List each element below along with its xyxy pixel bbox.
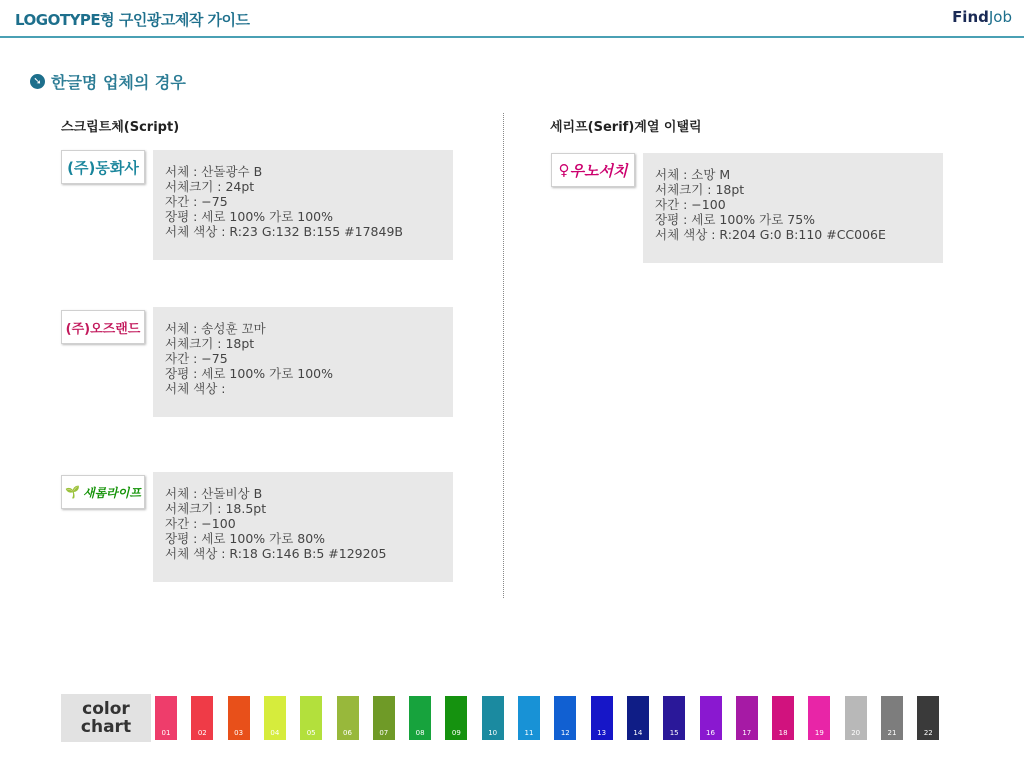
spec-line: 장평 : 세로 100% 가로 100% (165, 209, 334, 224)
logo-donghwasa-text: (주)동화사 (67, 158, 139, 177)
swatch-number: 04 (270, 729, 280, 737)
color-swatch-10 (482, 696, 504, 740)
header-title: LOGOTYPE형 구인광고제작 가이드 (15, 11, 250, 29)
logo-ozland (61, 310, 145, 344)
logo-ozland-text: (주)오즈랜드 (65, 321, 141, 337)
spec-line: 서체 색상 : (165, 381, 226, 396)
section-title-text: 한글명 업체의 경우 (51, 73, 186, 92)
spec-line: 서체 : 산돌광수 B (165, 164, 263, 179)
color-swatch-13 (591, 696, 613, 740)
serif-subtitle: 세리프(Serif)계열 이탤릭 (550, 120, 702, 135)
color-swatch-11 (518, 696, 540, 740)
spec-line: 서체크기 : 24pt (165, 179, 255, 194)
color-swatch-19 (808, 696, 830, 740)
color-swatch-16 (700, 696, 722, 740)
color-swatch-01 (155, 696, 177, 740)
arrow-circle-icon: ➘ (30, 74, 45, 89)
swatch-number: 10 (488, 729, 498, 737)
color-swatch-12 (554, 696, 576, 740)
section-title (30, 70, 186, 93)
font-spec-ozland (153, 307, 453, 417)
font-spec-donghwasa (153, 150, 453, 260)
brand-logo-find: Find (952, 8, 989, 26)
logo-unosearch (551, 153, 635, 187)
swatch-number: 22 (923, 729, 933, 737)
color-swatch-02 (191, 696, 213, 740)
color-swatch-07 (373, 696, 395, 740)
spec-line: 자간 : −75 (165, 194, 228, 209)
color-swatch-05 (300, 696, 322, 740)
spec-line: 서체크기 : 18pt (655, 182, 745, 197)
color-swatch-04 (264, 696, 286, 740)
swatch-number: 20 (851, 729, 861, 737)
swatch-number: 14 (633, 729, 643, 737)
color-chart-label-line1: color (82, 699, 130, 719)
logo-saeromlife (61, 475, 145, 509)
swatch-number: 21 (887, 729, 897, 737)
swatch-number: 12 (560, 729, 570, 737)
swatch-number: 15 (669, 729, 679, 737)
swatch-number: 02 (197, 729, 207, 737)
brand-logo-job: Job (988, 8, 1012, 26)
swatch-number: 11 (524, 729, 534, 737)
spec-line: 서체 : 소망 M (655, 167, 731, 182)
color-swatch-18 (772, 696, 794, 740)
spec-line: 장평 : 세로 100% 가로 80% (165, 531, 326, 546)
swatch-number: 07 (379, 729, 389, 737)
color-swatch-08 (409, 696, 431, 740)
spec-line: 서체 색상 : R:18 G:146 B:5 #129205 (165, 546, 387, 561)
swatch-number: 13 (597, 729, 607, 737)
color-swatch-06 (337, 696, 359, 740)
spec-line: 장평 : 세로 100% 가로 75% (655, 212, 816, 227)
spec-line: 서체크기 : 18.5pt (165, 501, 267, 516)
brand-logo (952, 8, 1012, 26)
female-symbol-icon: ♀ (558, 161, 570, 179)
logo-unosearch-text: 우노서치 (569, 161, 628, 180)
color-swatch-09 (445, 696, 467, 740)
color-swatch-15 (663, 696, 685, 740)
spec-line: 장평 : 세로 100% 가로 100% (165, 366, 334, 381)
color-swatch-03 (228, 696, 250, 740)
color-swatch-21 (881, 696, 903, 740)
logo-saeromlife-text: 새롬라이프 (82, 485, 141, 500)
swatch-number: 19 (814, 729, 824, 737)
logo-donghwasa (61, 150, 145, 184)
swatch-number: 01 (161, 729, 171, 737)
color-chart-label-line2: chart (80, 717, 132, 737)
swatch-number: 18 (778, 729, 788, 737)
spec-line: 서체 색상 : R:204 G:0 B:110 #CC006E (655, 227, 886, 242)
spec-line: 서체크기 : 18pt (165, 336, 255, 351)
header-divider (0, 36, 1024, 38)
swatch-number: 06 (343, 729, 352, 737)
color-swatch-20 (845, 696, 867, 740)
script-subtitle: 스크립트체(Script) (61, 120, 180, 135)
color-swatch-17 (736, 696, 758, 740)
color-swatch-14 (627, 696, 649, 740)
font-spec-saeromlife (153, 472, 453, 582)
swatch-number: 16 (706, 729, 715, 737)
swatch-number: 05 (306, 729, 316, 737)
column-divider (503, 113, 504, 598)
color-chart-label (61, 694, 151, 742)
color-swatch-22 (917, 696, 939, 740)
swatch-number: 17 (742, 729, 752, 737)
swatch-number: 08 (415, 729, 425, 737)
spec-line: 자간 : −75 (165, 351, 228, 366)
spec-line: 서체 : 송성훈 꼬마 (165, 321, 266, 336)
sprout-icon: 🌱 (65, 485, 80, 499)
spec-line: 자간 : −100 (655, 197, 726, 212)
swatch-number: 09 (451, 729, 461, 737)
spec-line: 자간 : −100 (165, 516, 236, 531)
font-spec-unosearch (643, 153, 943, 263)
swatch-number: 03 (234, 729, 244, 737)
spec-line: 서체 색상 : R:23 G:132 B:155 #17849B (165, 224, 403, 239)
spec-line: 서체 : 산돌비상 B (165, 486, 263, 501)
